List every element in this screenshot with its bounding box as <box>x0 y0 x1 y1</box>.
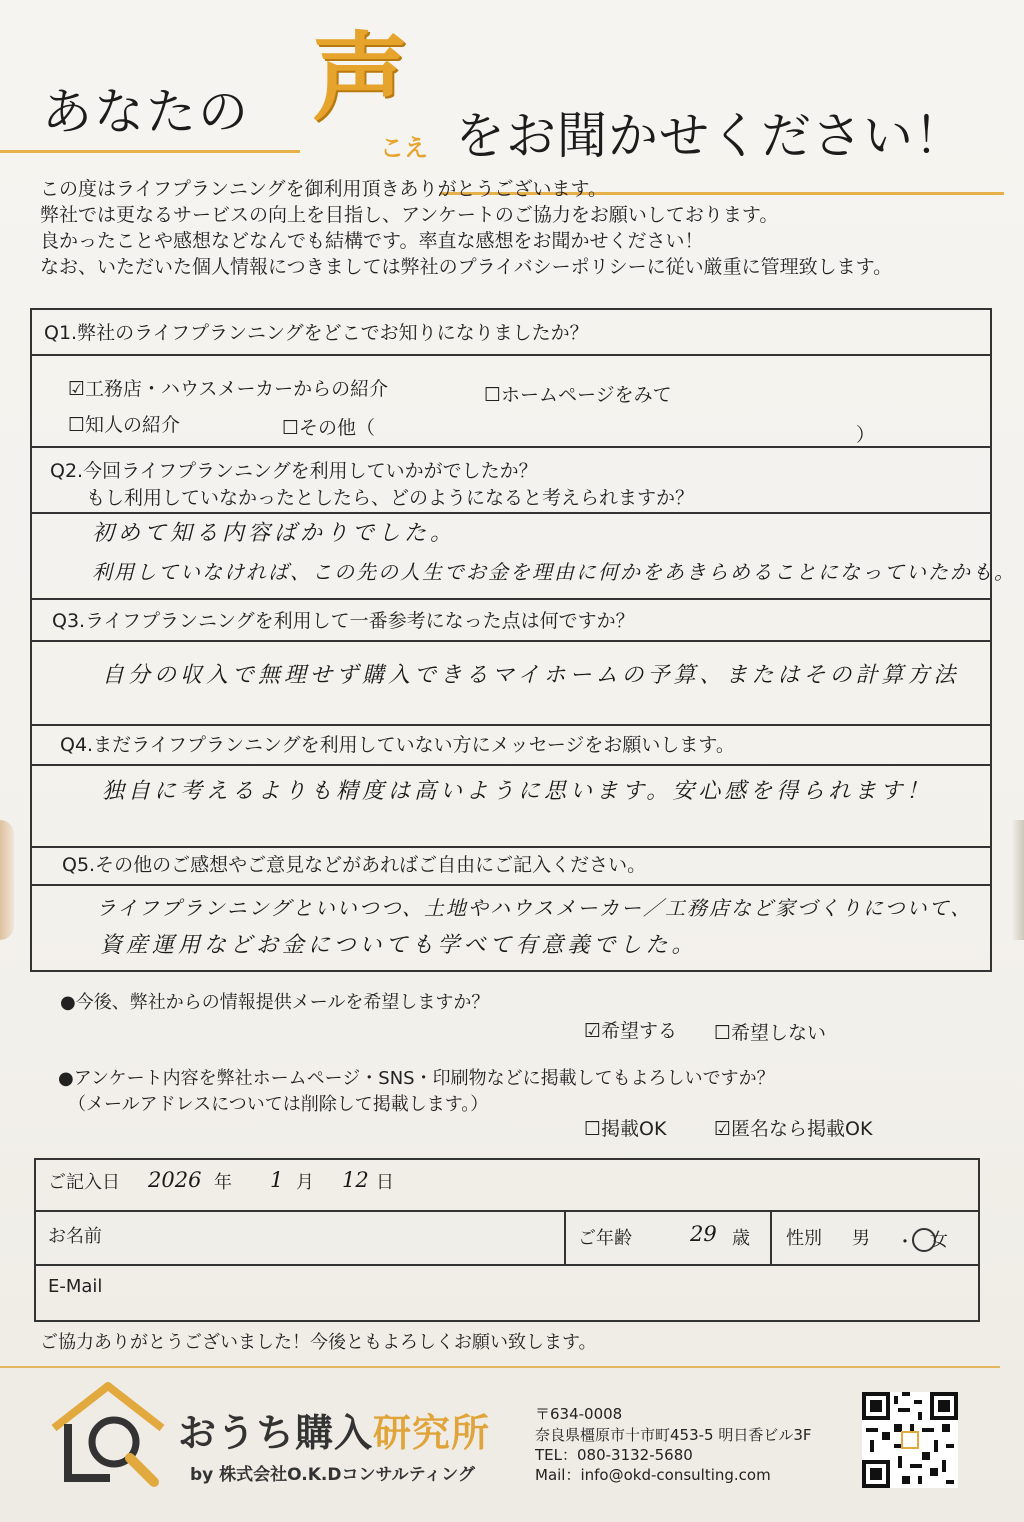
divider <box>30 724 990 726</box>
title-rule-left <box>0 150 300 153</box>
divider <box>30 640 990 642</box>
q2-answer-line1: 初めて知る内容ばかりでした。 <box>92 521 457 546</box>
divider <box>30 884 990 886</box>
publish-question: ●アンケート内容を弊社ホームページ・SNS・印刷物などに掲載してもよろしいですか？ <box>58 1068 775 1089</box>
intro-line: なお、いただいた個人情報につきましては弊社のプライバシーポリシーに従い厳重に管理致します。 <box>40 256 893 278</box>
q2-question-line2: もし利用していなかったとしたら、どのようになると考えられますか？ <box>86 487 695 509</box>
date-month-unit: 月 <box>296 1172 314 1193</box>
gender-label: 性別 <box>786 1228 822 1249</box>
q1-option-other[interactable]: ☐その他（ <box>282 417 376 439</box>
gender-female[interactable]: 女 <box>930 1230 948 1251</box>
divider <box>34 1210 978 1212</box>
email-label: E-Mail <box>48 1276 103 1297</box>
q1-option-homepage[interactable]: ☐ホームページをみて <box>484 384 672 406</box>
intro-line: 弊社では更なるサービスの向上を目指し、アンケートのご協力をお願いしております。 <box>40 204 779 226</box>
publish-anon-checkbox[interactable]: ☑匿名なら掲載OK <box>714 1118 873 1140</box>
q4-answer: 独自に考えるよりも精度は高いように思います。安心感を得られます！ <box>102 779 933 804</box>
divider <box>30 846 990 848</box>
divider <box>34 1264 978 1266</box>
intro-text <box>40 176 892 280</box>
divider <box>30 354 990 356</box>
house-magnifier-logo-icon <box>46 1378 170 1488</box>
title-kana: こえ <box>380 134 428 162</box>
brand-name-a: おうち購入 <box>178 1411 374 1455</box>
divider <box>564 1210 566 1264</box>
date-day-unit: 日 <box>376 1172 394 1193</box>
divider <box>30 764 990 766</box>
date-month-value[interactable]: 1 <box>270 1168 284 1192</box>
brand-name <box>178 1402 490 1457</box>
divider <box>770 1210 772 1264</box>
gender-male[interactable]: 男 <box>852 1228 870 1249</box>
intro-line: 良かったことや感想などなんでも結構です。率直な感想をお聞かせください！ <box>40 230 704 252</box>
q1-option-builder[interactable]: ☑工務店・ハウスメーカーからの紹介 <box>68 378 389 400</box>
publish-ok-checkbox[interactable]: ☐掲載OK <box>584 1118 667 1140</box>
age-label: ご年齢 <box>578 1228 632 1249</box>
q5-question: Q5.その他のご感想やご意見などがあればご自由にご記入ください。 <box>62 854 647 876</box>
gender-separator: ・ <box>896 1232 914 1253</box>
q2-question: Q2.今回ライフプランニングを利用していかがでしたか？ <box>50 460 538 482</box>
q5-answer-line2: 資産運用などお金についても学べて有意義でした。 <box>100 933 698 958</box>
title-suffix: をお聞かせください！ <box>455 107 965 165</box>
title-prefix: あなたの <box>42 83 250 141</box>
gender-female-circle <box>912 1228 936 1252</box>
date-year-value[interactable]: 2026 <box>148 1168 202 1192</box>
q5-answer-line1: ライフプランニングといいつつ、土地やハウスメーカー／工務店など家づくりについて、 <box>96 896 973 920</box>
q1-option-friend[interactable]: ☐知人の紹介 <box>68 414 181 436</box>
email-address[interactable]: Mail：info@okd-consulting.com <box>535 1466 771 1484</box>
q2-answer-line2: 利用していなければ、この先の人生でお金を理由に何かをあきらめることになっていたかも。 <box>92 560 1016 584</box>
mail-no-checkbox[interactable]: ☐希望しない <box>714 1022 827 1044</box>
title-main: 声 <box>312 22 408 134</box>
thanks-message: ご協力ありがとうございました！今後ともよろしくお願い致します。 <box>40 1332 597 1353</box>
age-value[interactable]: 29 <box>690 1222 717 1246</box>
name-label: お名前 <box>48 1226 102 1247</box>
q1-option-other-close: ） <box>856 424 876 446</box>
company-name: by 株式会社O.K.Dコンサルティング <box>190 1465 475 1485</box>
mail-question: ●今後、弊社からの情報提供メールを希望しますか？ <box>60 992 490 1013</box>
qr-code-icon[interactable] <box>862 1392 958 1488</box>
address: 奈良県橿原市十市町453-5 明日香ビル3F <box>535 1426 812 1444</box>
postal-code: 〒634-0008 <box>535 1405 623 1423</box>
finger-shadow-right <box>1012 820 1024 940</box>
divider <box>30 598 990 600</box>
divider <box>30 512 990 514</box>
q1-question: Q1.弊社のライフプランニングをどこでお知りになりましたか？ <box>44 322 589 344</box>
q4-question: Q4.まだライフプランニングを利用していない方にメッセージをお願いします。 <box>60 734 735 756</box>
brand-name-b: 研究所 <box>373 1411 491 1455</box>
mail-yes-checkbox[interactable]: ☑希望する <box>584 1020 678 1042</box>
footer-rule <box>0 1366 1000 1368</box>
divider <box>30 446 990 448</box>
date-year-unit: 年 <box>214 1172 232 1193</box>
date-label: ご記入日 <box>48 1172 120 1193</box>
publish-note: （メールアドレスについては削除して掲載します。） <box>68 1094 489 1115</box>
q3-answer: 自分の収入で無理せず購入できるマイホームの予算、またはその計算方法 <box>102 663 960 688</box>
telephone: TEL：080-3132-5680 <box>535 1446 693 1464</box>
intro-line: この度はライフプランニングを御利用頂きありがとうございます。 <box>40 178 607 200</box>
finger-shadow-left <box>0 820 14 940</box>
date-day-value[interactable]: 12 <box>342 1168 369 1192</box>
age-unit: 歳 <box>732 1228 750 1249</box>
q3-question: Q3.ライフプランニングを利用して一番参考になった点は何ですか？ <box>52 610 635 632</box>
